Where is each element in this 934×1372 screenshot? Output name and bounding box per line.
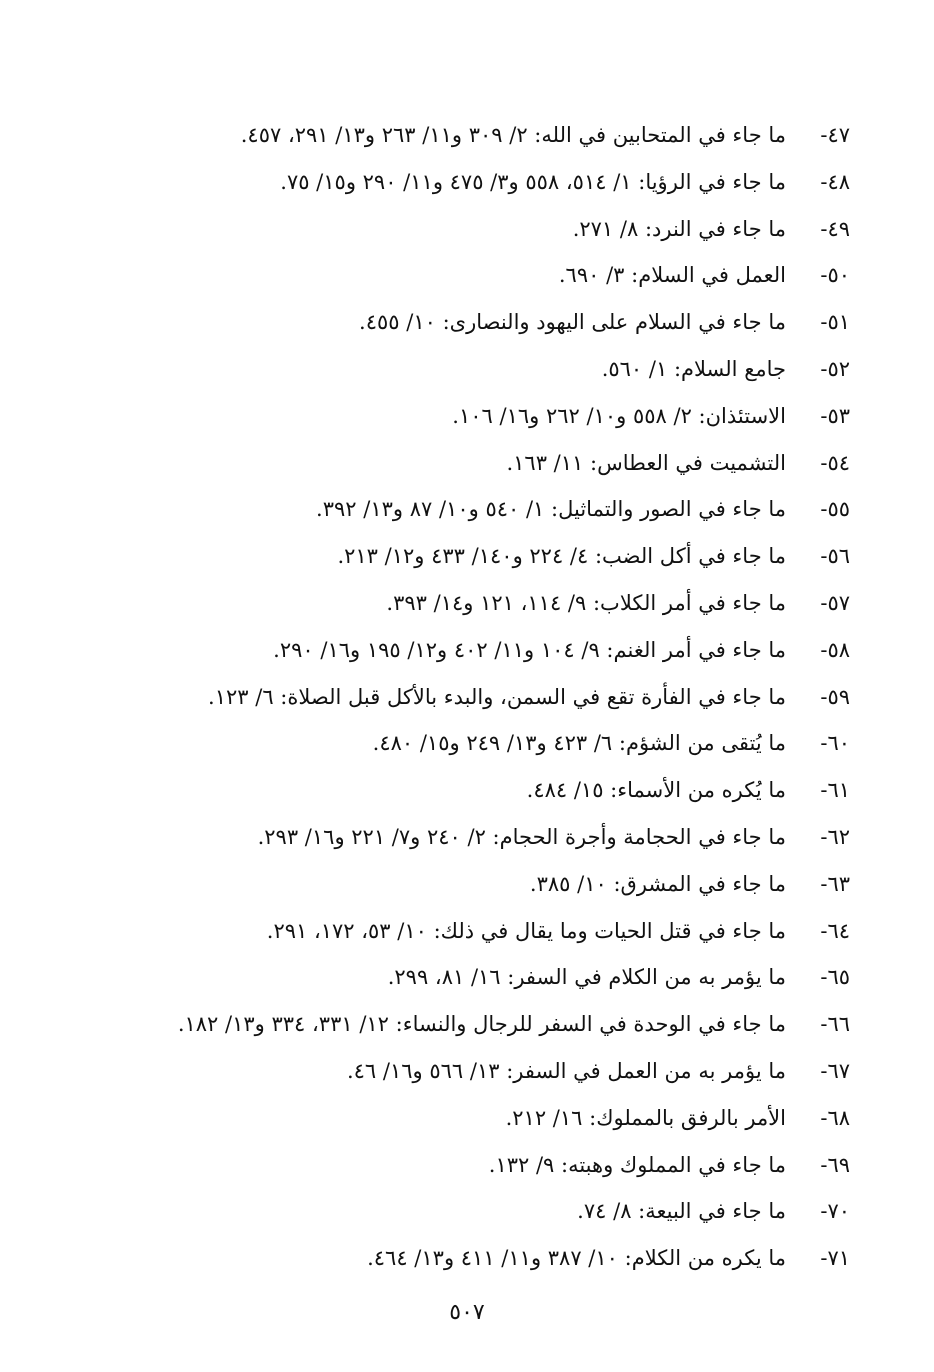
entry-text: ما جاء في الرؤيا: ١/ ٥١٤، ٥٥٨ و٣/ ٤٧٥ و١١/ ٢٩٠ و١٥/ ٧٥. bbox=[280, 169, 786, 194]
entry-number: ٦٢- bbox=[820, 824, 850, 849]
entry-number: ٥٩- bbox=[820, 684, 850, 709]
entry-text: ما جاء في أمر الكلاب: ٩/ ١١٤، ١٢١ و١٤/ ٣٩٣. bbox=[386, 590, 786, 615]
entry-number: ٦٤- bbox=[820, 918, 850, 943]
entry-number: ٦٣- bbox=[820, 871, 850, 896]
entry-text: ما جاء في المملوك وهبته: ٩/ ١٣٢. bbox=[488, 1152, 786, 1177]
index-entry bbox=[90, 112, 850, 159]
entry-text: ما يكره من الكلام: ١٠/ ٣٨٧ و١١/ ٤١١ و١٣/ ٤٦٤. bbox=[367, 1246, 786, 1271]
entry-text: ما جاء في النرد: ٨/ ٢٧١. bbox=[572, 216, 786, 241]
entry-text: ما جاء في أكل الضب: ٤/ ٢٢٤ و١٤٠/ ٤٣٣ و١٢/ ٢١٣. bbox=[337, 544, 786, 569]
entry-number: ٦٠- bbox=[820, 731, 850, 756]
index-entry bbox=[90, 908, 850, 955]
entry-number: ٦٩- bbox=[820, 1152, 850, 1177]
entry-text: ما يُكره من الأسماء: ١٥/ ٤٨٤. bbox=[526, 778, 786, 803]
entry-text: ما جاء في الحجامة وأجرة الحجام: ٢/ ٢٤٠ و٧/ ٢٢١ و١٦/ ٢٩٣. bbox=[257, 824, 786, 849]
entry-text: ما جاء في السلام على اليهود والنصارى: ١٠/ ٤٥٥. bbox=[359, 310, 786, 335]
entry-text: ما يؤمر به من العمل في السفر: ١٣/ ٥٦٦ و١٦/ ٤٦. bbox=[346, 1058, 786, 1083]
index-entry bbox=[90, 486, 850, 533]
index-entry bbox=[90, 533, 850, 580]
index-entry bbox=[90, 206, 850, 253]
entry-number: ٤٩- bbox=[820, 216, 850, 241]
entry-text: ما جاء في الصور والتماثيل: ١/ ٥٤٠ و١٠/ ٨٧ و١٣/ ٣٩٢. bbox=[316, 497, 786, 522]
index-entry bbox=[90, 1095, 850, 1142]
index-entry bbox=[90, 1142, 850, 1189]
index-entry bbox=[90, 954, 850, 1001]
entry-number: ٦٧- bbox=[820, 1058, 850, 1083]
entry-number: ٥٣- bbox=[820, 403, 850, 428]
entry-number: ٧١- bbox=[820, 1246, 850, 1271]
index-entry bbox=[90, 674, 850, 721]
entry-text: ما جاء في البيعة: ٨/ ٧٤. bbox=[577, 1199, 786, 1224]
entry-text: ما جاء في الوحدة في السفر للرجال والنساء: ١٢/ ٣٣١، ٣٣٤ و١٣/ ١٨٢. bbox=[177, 1012, 786, 1037]
entry-text: ما جاء في المتحابين في الله: ٢/ ٣٠٩ و١١/ ٢٦٣ و١٣/ ٢٩١، ٤٥٧. bbox=[240, 123, 786, 147]
entry-text: ما يُتقى من الشؤم: ٦/ ٤٢٣ و١٣/ ٢٤٩ و١٥/ ٤٨٠. bbox=[372, 731, 786, 756]
entry-text: جامع السلام: ١/ ٥٦٠. bbox=[601, 356, 786, 381]
index-entry bbox=[90, 1235, 850, 1282]
entry-number: ٥٧- bbox=[820, 590, 850, 615]
entry-number: ٥٥- bbox=[820, 497, 850, 522]
entry-number: ٤٧- bbox=[820, 123, 850, 147]
entry-text: الأمر بالرفق بالمملوك: ١٦/ ٢١٢. bbox=[505, 1105, 786, 1130]
entry-text: ما يؤمر به من الكلام في السفر: ١٦/ ٨١، ٢٩٩. bbox=[387, 965, 786, 990]
entry-text: ما جاء في أمر الغنم: ٩/ ١٠٤ و١١/ ٤٠٢ و١٢/ ١٩٥ و١٦/ ٢٩٠. bbox=[273, 637, 786, 662]
entry-text: ما جاء في المشرق: ١٠/ ٣٨٥. bbox=[529, 871, 786, 896]
index-entry bbox=[90, 159, 850, 206]
entry-text: الاستئذان: ٢/ ٥٥٨ و١٠/ ٢٦٢ و١٦/ ١٠٦. bbox=[452, 403, 786, 428]
index-entry bbox=[90, 814, 850, 861]
entry-number: ٦٨- bbox=[820, 1105, 850, 1130]
index-entry bbox=[90, 1188, 850, 1235]
index-entry bbox=[90, 627, 850, 674]
index-entry bbox=[90, 393, 850, 440]
entry-text: ما جاء في قتل الحيات وما يقال في ذلك: ١٠/ ٥٣، ١٧٢، ٢٩١. bbox=[266, 918, 786, 943]
entry-text: ما جاء في الفأرة تقع في السمن، والبدء بالأكل قبل الصلاة: ٦/ ١٢٣. bbox=[208, 684, 786, 709]
entry-number: ٥٢- bbox=[820, 356, 850, 381]
entry-number: ٥١- bbox=[820, 310, 850, 335]
index-entry-list bbox=[90, 112, 850, 1282]
index-entry bbox=[90, 346, 850, 393]
index-entry bbox=[90, 720, 850, 767]
entry-number: ٦١- bbox=[820, 778, 850, 803]
index-entry bbox=[90, 252, 850, 299]
index-entry bbox=[90, 580, 850, 627]
entry-number: ٥٨- bbox=[820, 637, 850, 662]
entry-number: ٧٠- bbox=[820, 1199, 850, 1224]
entry-number: ٥٠- bbox=[820, 263, 850, 288]
index-entry bbox=[90, 440, 850, 487]
entry-number: ٥٦- bbox=[820, 544, 850, 569]
index-entry bbox=[90, 1048, 850, 1095]
index-entry bbox=[90, 861, 850, 908]
index-entry bbox=[90, 299, 850, 346]
entry-number: ٦٦- bbox=[820, 1012, 850, 1037]
entry-number: ٥٤- bbox=[820, 450, 850, 475]
entry-number: ٤٨- bbox=[820, 169, 850, 194]
index-entry bbox=[90, 1001, 850, 1048]
entry-number: ٦٥- bbox=[820, 965, 850, 990]
page-number: ٥٠٧ bbox=[449, 1300, 485, 1325]
entry-text: العمل في السلام: ٣/ ٦٩٠. bbox=[558, 263, 786, 288]
index-entry bbox=[90, 767, 850, 814]
entry-text: التشميت في العطاس: ١١/ ١٦٣. bbox=[506, 450, 786, 475]
